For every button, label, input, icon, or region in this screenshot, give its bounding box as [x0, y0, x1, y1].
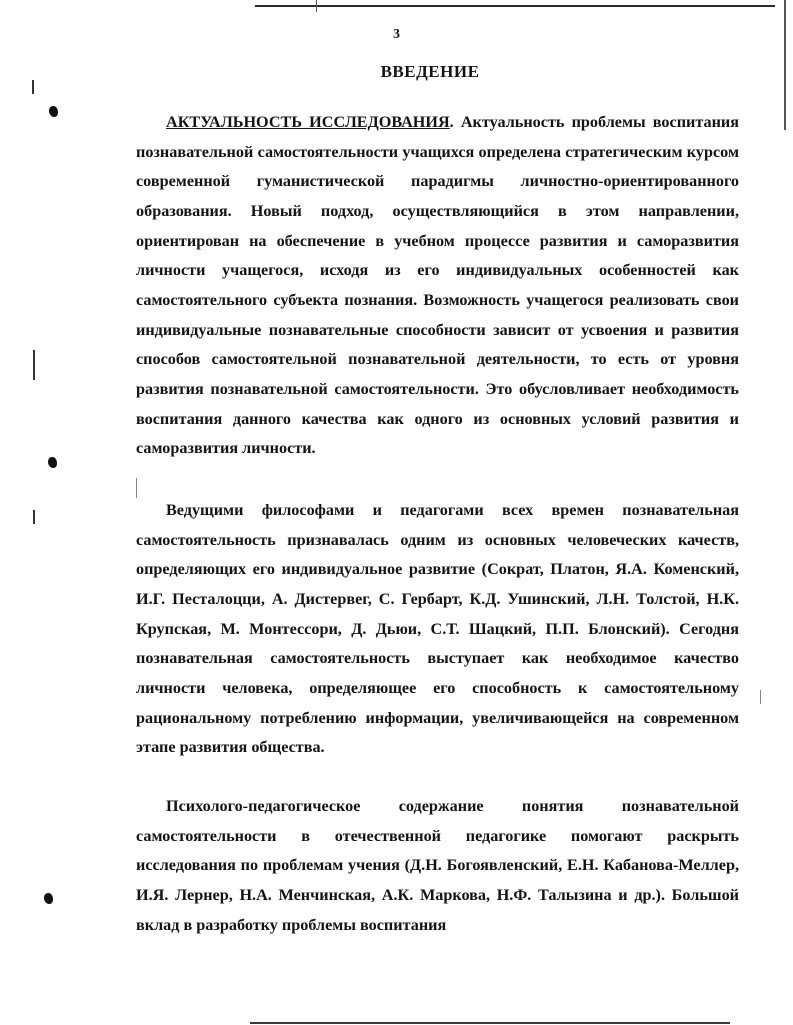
margin-mark	[33, 350, 35, 380]
margin-mark	[33, 510, 35, 524]
chapter-heading: ВВЕДЕНИЕ	[380, 62, 480, 81]
paragraph-psychology	[136, 792, 739, 940]
paragraph-text: Ведущими философами и педагогами всех времен познавательная самостоятельность признавалась одним из основных человеческих качеств, определяющих его индивидуальное развитие (Сократ, Платон, Я.А. Коменский, И.Г. Песталоцци, А. Дистервег, С. Гербарт, К.Д. Ушинский, Л.Н. Толстой, Н.К. Крупская, М. Монтессори, Д. Дьюи, С.Т. Шацкий, П.П. Блонский). Сегодня познавательная самостоятельность выступает как необходимое качество личности человека, определяющее его способность к самостоятельному рациональному потреблению информации, увеличивающейся на современном этапе развития общества.	[136, 501, 739, 757]
scan-artifact	[760, 690, 761, 704]
page-number: 3	[393, 27, 400, 42]
scan-top-border	[255, 5, 775, 7]
binding-hole-mark	[48, 457, 57, 468]
paragraph-text: Психолого-педагогическое содержание понятия познавательной самостоятельности в отечественной педагогике помогают раскрыть исследования по проблемам учения (Д.Н. Богоявленский, Е.Н. Кабанова-Меллер, И.Я. Лернер, Н.А. Менчинская, А.К. Маркова, Н.Ф. Талызина и др.). Большой вклад в разработку проблемы воспитания	[136, 797, 739, 934]
scan-top-tick	[316, 0, 317, 12]
scan-bottom-border	[250, 1022, 730, 1024]
paragraph-text: . Актуальность проблемы воспитания познавательной самостоятельности учащихся определена стратегическим курсом современной гуманистической парадигмы личностно-ориентированного образования. Новый подход, осуществляющийся в этом направлении, ориентирован на обеспечение в учебном процессе развития и саморазвития личности учащегося, исходя из его индивидуальных особенностей как самостоятельного субъекта познания. Возможность учащегося реализовать свои индивидуальные познавательные способности зависит от усвоения и развития способов самостоятельной познавательной деятельности, то есть от уровня развития познавательной самостоятельности. Это обусловливает необходимость воспитания данного качества как одного из основных условий развития и саморазвития личности.	[136, 113, 739, 458]
paragraph-philosophers	[136, 496, 739, 763]
binding-hole-mark	[44, 893, 53, 904]
paragraph-relevance	[136, 108, 739, 464]
margin-mark	[32, 80, 34, 94]
section-title: АКТУАЛЬНОСТЬ ИССЛЕДОВАНИЯ	[166, 113, 450, 131]
scan-artifact	[136, 478, 137, 498]
binding-hole-mark	[49, 106, 58, 117]
